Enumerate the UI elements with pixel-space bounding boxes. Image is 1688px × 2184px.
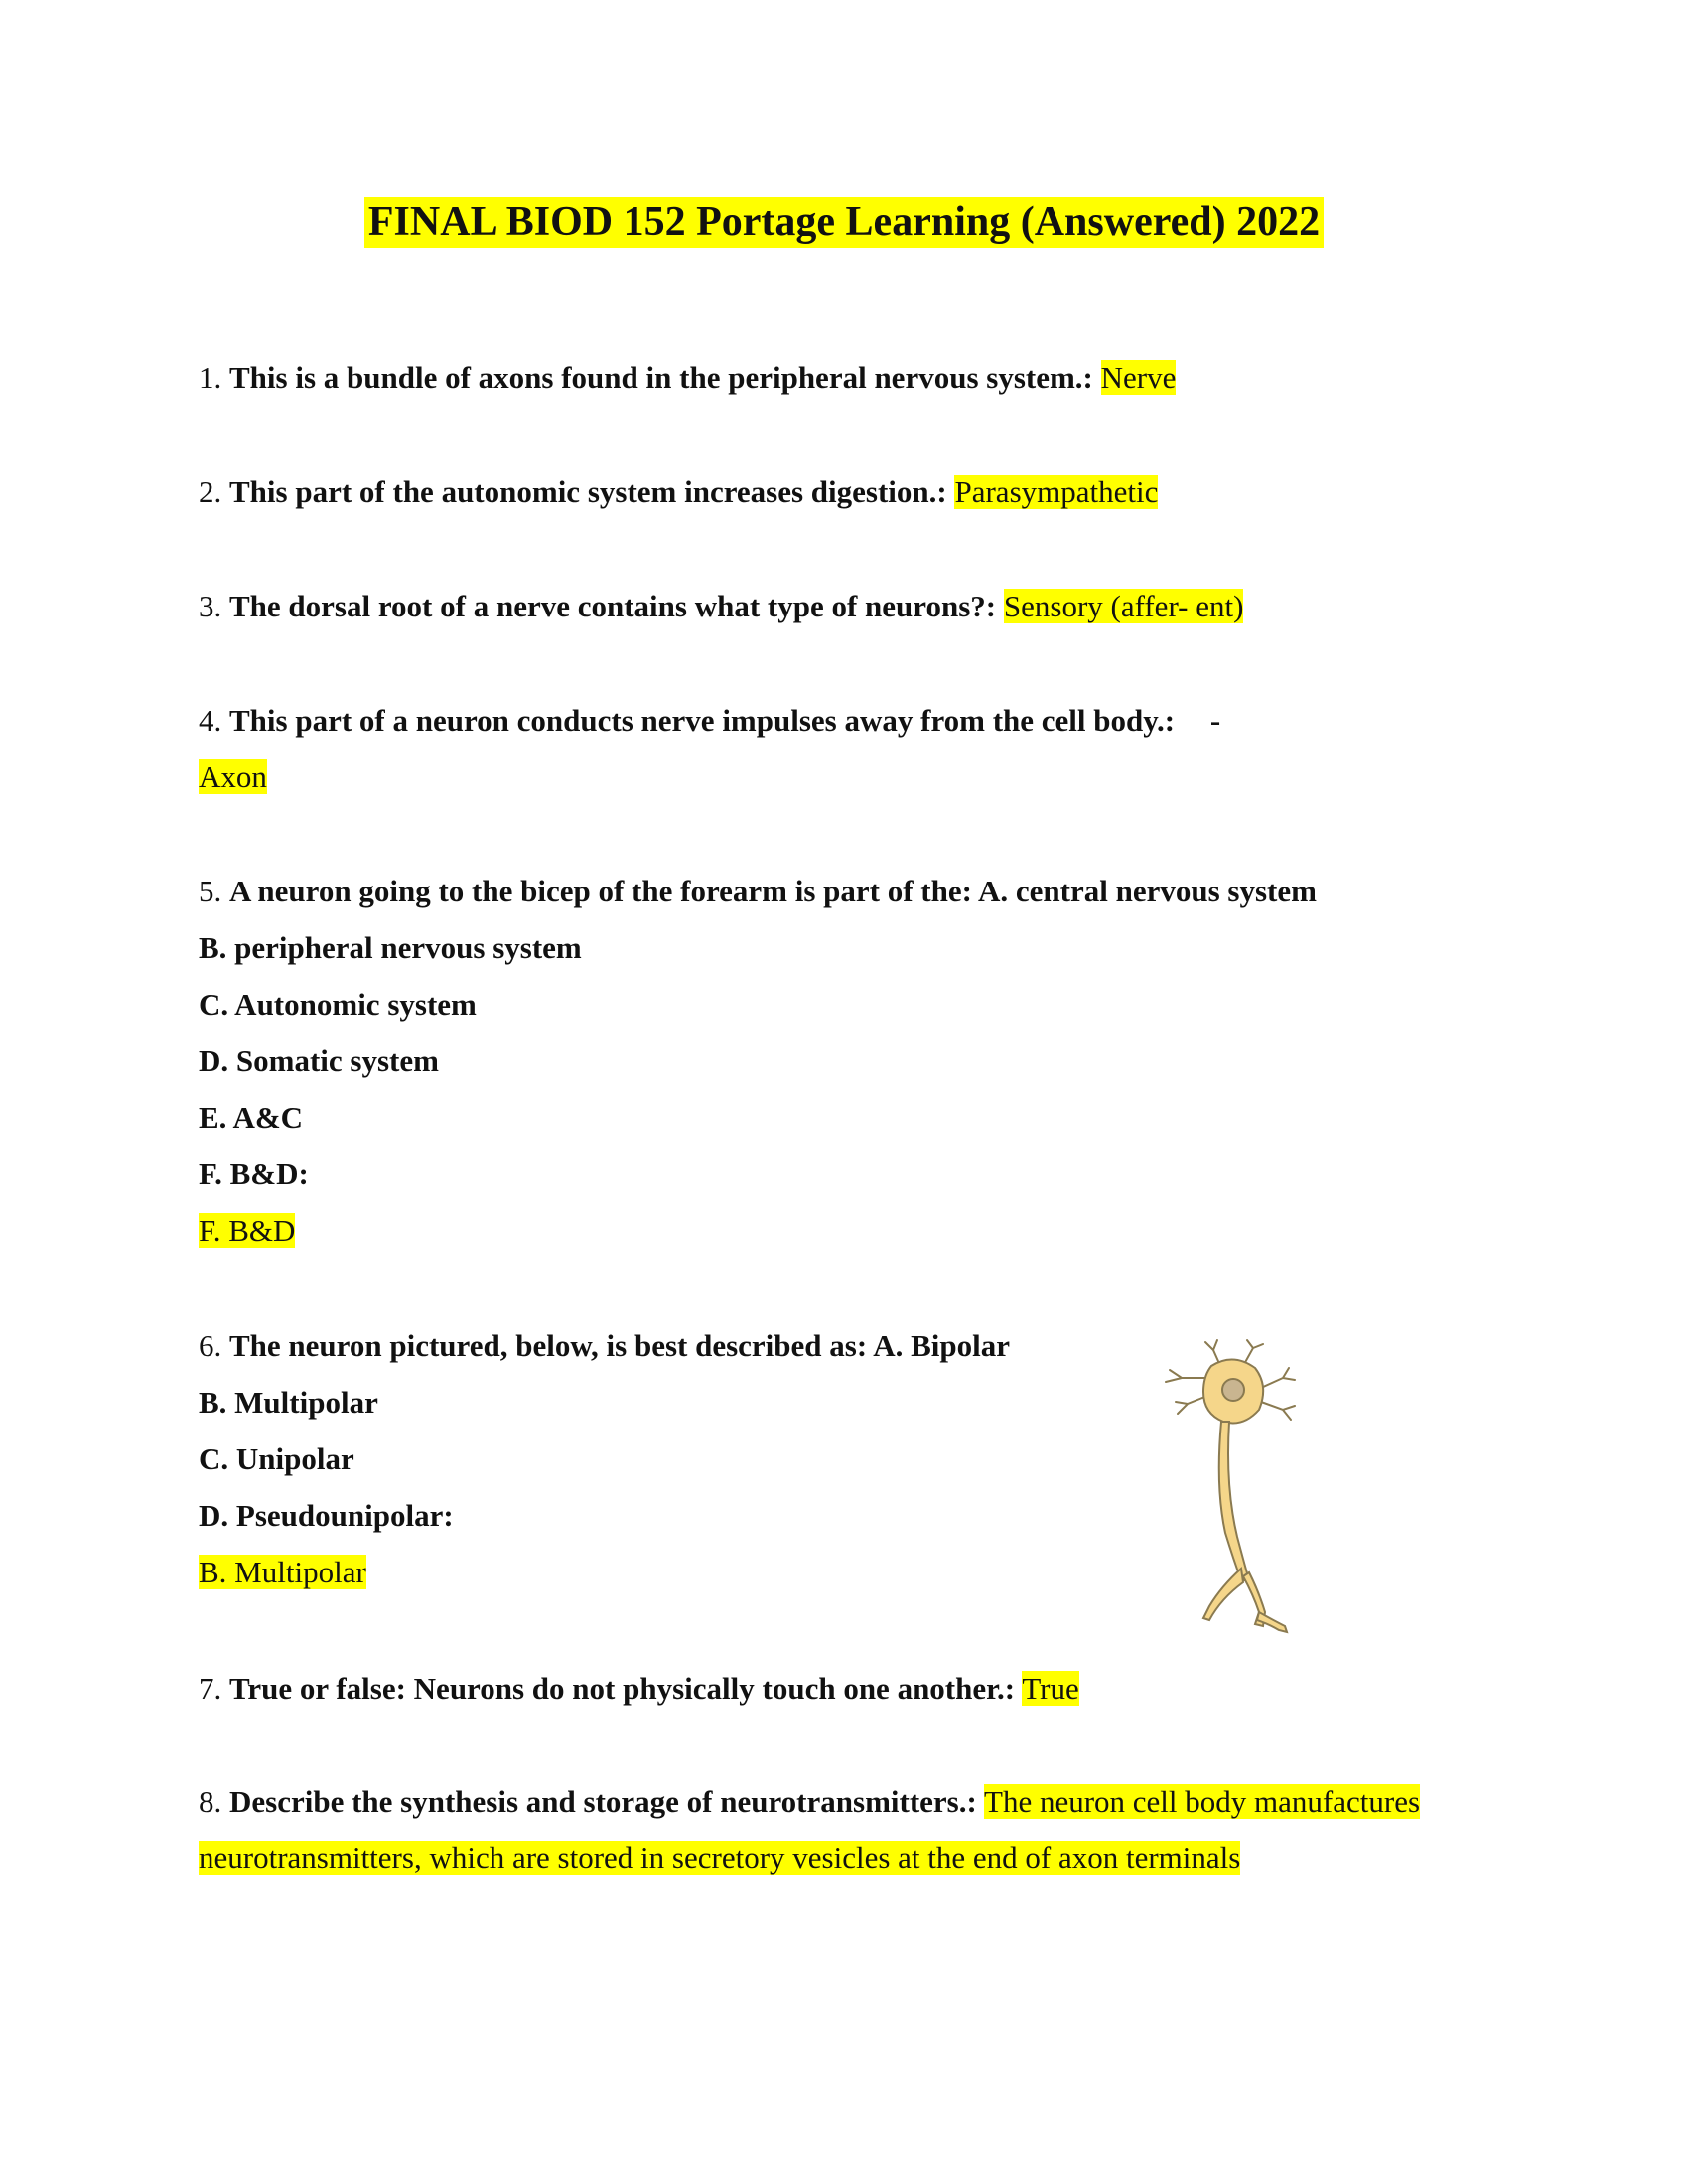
option-f: F. B&D:	[199, 1157, 309, 1191]
question-number: 8.	[199, 1784, 222, 1819]
question-number: 4.	[199, 703, 222, 738]
answer-highlight: F. B&D	[199, 1213, 296, 1248]
line-break-dash: -	[1209, 703, 1221, 738]
question-7	[199, 1660, 1519, 1716]
answer-highlight: B. Multipolar	[199, 1555, 366, 1589]
answer-line	[199, 1202, 1519, 1259]
question-2	[199, 464, 1519, 520]
option-d: D. Somatic system	[199, 1043, 439, 1078]
question-3	[199, 578, 1519, 634]
answer-highlight: neurotransmitters, which are stored in secretory vesicles at the end of axon terminals	[199, 1841, 1241, 1875]
answer-line	[199, 1544, 1519, 1600]
answer-highlight: Parasympathetic	[954, 475, 1159, 509]
option-b: B. peripheral nervous system	[199, 930, 582, 965]
page-title: FINAL BIOD 152 Portage Learning (Answered) 2022	[364, 197, 1324, 248]
question-text: The dorsal root of a nerve contains what type of neurons?:	[229, 589, 997, 623]
question-number: 5.	[199, 874, 222, 908]
question-5	[199, 863, 1519, 1259]
question-text: This part of a neuron conducts nerve impulses away from the cell body.:	[229, 703, 1176, 738]
question-number: 1.	[199, 360, 222, 395]
answer-highlight: Sensory (affer- ent)	[1003, 589, 1244, 623]
question-text: This part of the autonomic system increases digestion.:	[229, 475, 947, 509]
answer-highlight: The neuron cell body manufactures	[984, 1784, 1421, 1819]
answer-line	[199, 749, 1519, 805]
question-number: 2.	[199, 475, 222, 509]
answer-highlight: Axon	[199, 759, 267, 794]
question-text: Describe the synthesis and storage of neurotransmitters.:	[229, 1784, 977, 1819]
question-text: This is a bundle of axons found in the peripheral nervous system.:	[229, 360, 1093, 395]
title-wrap	[0, 197, 1688, 248]
question-text: The neuron pictured, below, is best described as: A. Bipolar	[229, 1328, 1010, 1363]
answer-line	[199, 1830, 1519, 1886]
question-text: True or false: Neurons do not physically touch one another.:	[229, 1671, 1016, 1706]
option-c: C. Unipolar	[199, 1441, 354, 1476]
question-text: A neuron going to the bicep of the forearm is part of the: A. central nervous system	[229, 874, 1317, 908]
question-1	[199, 349, 1519, 406]
multipolar-neuron-icon	[1152, 1338, 1311, 1636]
answer-highlight: Nerve	[1100, 360, 1177, 395]
question-number: 3.	[199, 589, 222, 623]
question-6	[199, 1317, 1519, 1600]
option-c: C. Autonomic system	[199, 987, 477, 1022]
answer-highlight: True	[1022, 1671, 1079, 1706]
option-b: B. Multipolar	[199, 1385, 378, 1420]
question-number: 6.	[199, 1328, 222, 1363]
question-number: 7.	[199, 1671, 222, 1706]
option-d: D. Pseudounipolar:	[199, 1498, 454, 1533]
option-e: E. A&C	[199, 1100, 304, 1135]
question-4	[199, 692, 1519, 805]
question-8	[199, 1773, 1519, 1886]
